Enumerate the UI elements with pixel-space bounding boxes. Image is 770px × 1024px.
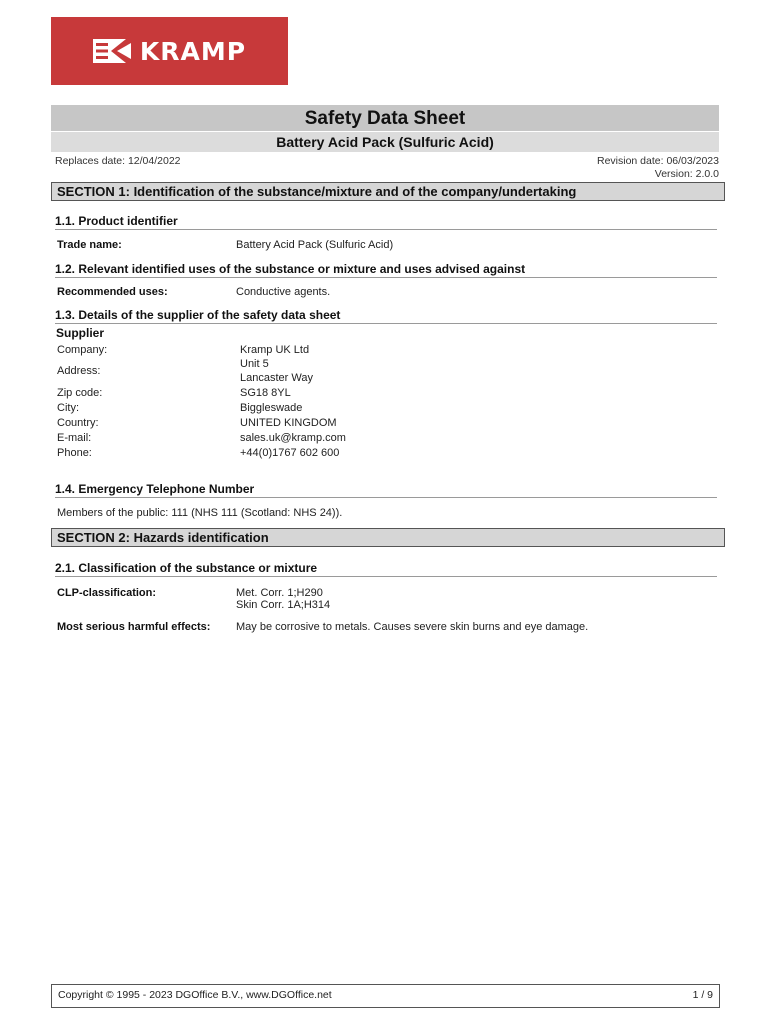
recommended-uses-value: Conductive agents. (236, 286, 331, 298)
trade-name-label: Trade name: (57, 239, 122, 251)
subsection-2-1-heading: 2.1. Classification of the substance or mixture (55, 561, 717, 577)
supplier-heading: Supplier (56, 326, 105, 340)
phone-value: +44(0)1767 602 600 (240, 447, 340, 459)
company-label: Company: (57, 344, 108, 356)
kramp-logo (51, 17, 288, 85)
harmful-effects-value: May be corrosive to metals. Causes severe skin burns and eye damage. (236, 621, 589, 633)
page-number: 1 / 9 (692, 989, 713, 1001)
clp-classification-line-1: Met. Corr. 1;H290 (236, 587, 323, 599)
city-label: City: (57, 402, 79, 414)
document-title: Safety Data Sheet (51, 105, 719, 131)
company-value: Kramp UK Ltd (240, 344, 310, 356)
product-name-header: Battery Acid Pack (Sulfuric Acid) (51, 132, 719, 152)
clp-classification-line-2: Skin Corr. 1A;H314 (236, 599, 331, 611)
clp-classification-label: CLP-classification: (57, 587, 157, 599)
country-value: UNITED KINGDOM (240, 417, 337, 429)
zip-code-label: Zip code: (57, 387, 103, 399)
subsection-1-2-heading: 1.2. Relevant identified uses of the substance or mixture and uses advised against (55, 262, 717, 278)
trade-name-value: Battery Acid Pack (Sulfuric Acid) (236, 239, 394, 251)
email-label: E-mail: (57, 432, 92, 444)
address-label: Address: (57, 365, 101, 377)
zip-code-value: SG18 8YL (240, 387, 291, 399)
footer-copyright: Copyright © 1995 - 2023 DGOffice B.V., www.DGOffice.net (58, 989, 332, 1001)
replaces-date: Replaces date: 12/04/2022 (55, 155, 181, 167)
recommended-uses-label: Recommended uses: (57, 286, 168, 298)
logo-text: KRAMP (139, 36, 247, 66)
country-label: Country: (57, 417, 99, 429)
revision-date: Revision date: 06/03/2023 (596, 155, 719, 167)
subsection-1-4-heading: 1.4. Emergency Telephone Number (55, 482, 717, 498)
subsection-1-1-heading: 1.1. Product identifier (55, 214, 717, 230)
revision-info (597, 155, 719, 181)
version: Version: 2.0.0 (654, 168, 719, 180)
address-line-1: Unit 5 (240, 358, 269, 370)
harmful-effects-label: Most serious harmful effects: (57, 621, 211, 633)
emergency-telephone-text: Members of the public: 111 (NHS 111 (Scotland: NHS 24)). (57, 507, 343, 519)
phone-label: Phone: (57, 447, 92, 459)
address-line-2: Lancaster Way (240, 372, 313, 384)
section-1-heading: SECTION 1: Identification of the substance/mixture and of the company/undertaking (51, 182, 725, 201)
subsection-1-3-heading: 1.3. Details of the supplier of the safety data sheet (55, 308, 717, 324)
page-footer (51, 984, 720, 1008)
section-2-heading: SECTION 2: Hazards identification (51, 528, 725, 547)
email-value: sales.uk@kramp.com (240, 432, 346, 444)
kramp-logo-icon (93, 39, 131, 63)
city-value: Biggleswade (240, 402, 303, 414)
